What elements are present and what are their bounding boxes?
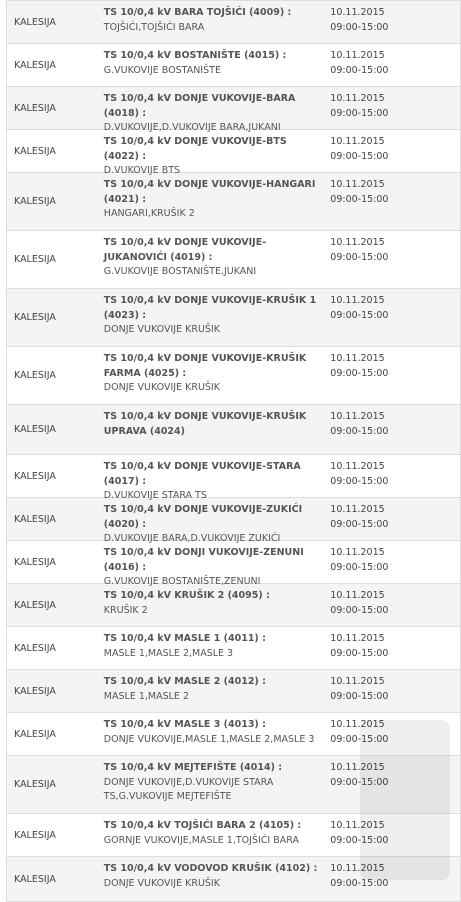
- municipality-cell: KALESIJA: [14, 102, 56, 114]
- station-name: TS 10/0,4 kV DONJE VUKOVIJE-KRUŠIK 1 (4023) :: [103, 295, 317, 321]
- municipality-cell: KALESIJA: [14, 685, 56, 697]
- municipality-cell: KALESIJA: [14, 873, 56, 885]
- station-name: TS 10/0,4 kV DONJE VUKOVIJE-BTS (4022) :: [103, 136, 287, 162]
- station-cell: [99, 713, 324, 755]
- outage-date: 10.11.2015: [330, 179, 385, 190]
- outage-hours: 09:00-15:00: [330, 834, 389, 846]
- affected-areas: MASLE 1,MASLE 2: [103, 690, 189, 702]
- outage-date: 10.11.2015: [330, 590, 385, 601]
- station-name: TS 10/0,4 kV MEJTEFIŠTE (4014) :: [103, 762, 283, 773]
- station-name: TS 10/0,4 kV DONJE VUKOVIJE-KRUŠIK FARMA (4025) :: [103, 353, 307, 379]
- table-row: [7, 756, 461, 814]
- table-row: [7, 44, 461, 87]
- station-cell: [99, 498, 324, 544]
- outage-date: 10.11.2015: [330, 719, 385, 730]
- station-cell: [99, 289, 324, 346]
- table-row: [7, 498, 461, 544]
- affected-areas: HANGARI,KRUŠIK 2: [103, 208, 195, 219]
- affected-areas: DONJE VUKOVIJE,D.VUKOVIJE STARA TS,G.VUKOVIJE MEJTEFIŠTE: [103, 776, 274, 802]
- station-name: TS 10/0,4 kV MASLE 1 (4011) :: [103, 633, 266, 644]
- outage-date: 10.11.2015: [330, 762, 385, 773]
- table-row: [7, 541, 461, 587]
- outage-hours: 09:00-15:00: [330, 776, 389, 788]
- outage-date: 10.11.2015: [330, 136, 385, 147]
- station-name: TS 10/0,4 kV VODOVOD KRUŠIK (4102) :: [103, 863, 318, 874]
- outage-date: 10.11.2015: [330, 353, 385, 364]
- station-cell: [99, 814, 324, 856]
- affected-areas: GORNJE VUKOVIJE,MASLE 1,TOJŠIĆI BARA: [103, 834, 299, 846]
- outage-hours: 09:00-15:00: [330, 425, 389, 437]
- outage-date: 10.11.2015: [330, 411, 385, 422]
- table-row: [7, 857, 461, 902]
- municipality-cell: KALESIJA: [14, 513, 56, 525]
- station-cell: [99, 756, 324, 813]
- station-cell: [99, 173, 324, 230]
- outage-hours: 09:00-15:00: [330, 877, 389, 889]
- station-cell: [99, 455, 324, 501]
- municipality-cell: KALESIJA: [14, 642, 56, 654]
- affected-areas: DONJE VUKOVIJE KRUŠIK: [103, 382, 220, 393]
- station-name: TS 10/0,4 kV DONJE VUKOVIJE-BARA (4018) :: [103, 93, 296, 119]
- time-cell: [323, 130, 460, 172]
- station-name: TS 10/0,4 kV DONJE VUKOVIJE-ZUKIĆI (4020) :: [103, 504, 303, 530]
- affected-areas: D.VUKOVIJE BARA,D.VUKOVIJE ZUKIĆI: [103, 533, 281, 544]
- station-cell: [99, 44, 324, 86]
- time-cell: [323, 1, 460, 43]
- station-cell: [99, 857, 324, 901]
- station-cell: [99, 405, 324, 454]
- table-row: [7, 584, 461, 627]
- time-cell: [323, 347, 460, 404]
- time-cell: [323, 87, 460, 129]
- outage-hours: 09:00-15:00: [330, 690, 389, 702]
- time-cell: [323, 173, 460, 230]
- table-row: [7, 670, 461, 713]
- municipality-cell: KALESIJA: [14, 370, 56, 381]
- outage-hours: 09:00-15:00: [330, 367, 389, 379]
- outage-date: 10.11.2015: [330, 633, 385, 644]
- outage-hours: 09:00-15:00: [330, 107, 389, 119]
- affected-areas: TOJŠIĆI,TOJŠIĆI BARA: [103, 21, 205, 33]
- municipality-cell: KALESIJA: [14, 599, 56, 611]
- time-cell: [323, 231, 460, 288]
- station-name: TS 10/0,4 kV DONJI VUKOVIJE-ZENUNI (4016) :: [103, 547, 304, 573]
- station-name: TS 10/0,4 kV DONJE VUKOVIJE-STARA (4017) :: [103, 461, 301, 487]
- outage-date: 10.11.2015: [330, 50, 385, 61]
- municipality-cell: KALESIJA: [14, 556, 56, 568]
- station-name: TS 10/0,4 kV KRUŠIK 2 (4095) :: [103, 590, 270, 601]
- outage-date: 10.11.2015: [330, 504, 385, 515]
- affected-areas: D.VUKOVIJE,D.VUKOVIJE BARA,JUKANI: [103, 122, 281, 133]
- affected-areas: G.VUKOVIJE BOSTANIŠTE,JUKANI: [103, 266, 257, 277]
- table-row: [7, 627, 461, 670]
- outage-date: 10.11.2015: [330, 863, 385, 874]
- station-cell: [99, 87, 324, 133]
- station-cell: [99, 584, 324, 626]
- municipality-cell: KALESIJA: [14, 145, 56, 157]
- municipality-cell: KALESIJA: [14, 470, 56, 482]
- time-cell: [323, 814, 460, 856]
- municipality-cell: KALESIJA: [14, 312, 56, 323]
- station-cell: [99, 1, 324, 43]
- station-cell: [99, 347, 324, 404]
- municipality-cell: KALESIJA: [14, 779, 56, 790]
- table-row: [7, 814, 461, 857]
- time-cell: [323, 405, 460, 454]
- station-name: TS 10/0,4 kV DONJE VUKOVIJE-HANGARI (4021) :: [103, 179, 316, 205]
- station-cell: [99, 670, 324, 712]
- time-cell: [323, 541, 460, 583]
- municipality-cell: KALESIJA: [14, 424, 56, 435]
- time-cell: [323, 455, 460, 497]
- affected-areas: DONJE VUKOVIJE,MASLE 1,MASLE 2,MASLE 3: [103, 733, 315, 745]
- time-cell: [323, 756, 460, 813]
- outage-hours: 09:00-15:00: [330, 193, 389, 205]
- time-cell: [323, 44, 460, 86]
- affected-areas: KRUŠIK 2: [103, 604, 148, 616]
- affected-areas: D.VUKOVIJE STARA TS: [103, 490, 207, 501]
- outage-date: 10.11.2015: [330, 820, 385, 831]
- station-cell: [99, 130, 324, 176]
- affected-areas: DONJE VUKOVIJE KRUŠIK: [103, 877, 220, 889]
- table-row: [7, 289, 461, 347]
- time-cell: [323, 857, 460, 901]
- station-name: TS 10/0,4 kV TOJŠIĆI BARA 2 (4105) :: [103, 820, 302, 831]
- time-cell: [323, 670, 460, 712]
- outage-hours: 09:00-15:00: [330, 561, 389, 573]
- outage-date: 10.11.2015: [330, 237, 385, 248]
- affected-areas: G.VUKOVIJE BOSTANIŠTE,ZENUNI: [103, 576, 261, 587]
- station-cell: [99, 231, 324, 288]
- outage-hours: 09:00-15:00: [330, 150, 389, 162]
- outage-hours: 09:00-15:00: [330, 647, 389, 659]
- outage-date: 10.11.2015: [330, 461, 385, 472]
- table-row: [7, 405, 461, 455]
- outage-date: 10.11.2015: [330, 93, 385, 104]
- outage-hours: 09:00-15:00: [330, 733, 389, 745]
- time-cell: [323, 289, 460, 346]
- outage-hours: 09:00-15:00: [330, 21, 389, 33]
- outage-date: 10.11.2015: [330, 547, 385, 558]
- outage-date: 10.11.2015: [330, 295, 385, 306]
- affected-areas: G.VUKOVIJE BOSTANIŠTE: [103, 64, 221, 76]
- table-row: [7, 231, 461, 289]
- time-cell: [323, 584, 460, 626]
- table-row: [7, 130, 461, 176]
- time-cell: [323, 713, 460, 755]
- station-name: TS 10/0,4 kV MASLE 2 (4012) :: [103, 676, 266, 687]
- municipality-cell: KALESIJA: [14, 829, 56, 841]
- outage-hours: 09:00-15:00: [330, 251, 389, 263]
- outage-hours: 09:00-15:00: [330, 64, 389, 76]
- outage-schedule-table: [6, 0, 461, 902]
- station-cell: [99, 627, 324, 669]
- outage-date: 10.11.2015: [330, 676, 385, 687]
- outage-date: 10.11.2015: [330, 7, 385, 18]
- time-cell: [323, 498, 460, 540]
- outage-hours: 09:00-15:00: [330, 604, 389, 616]
- table-row: [7, 455, 461, 501]
- outage-hours: 09:00-15:00: [330, 518, 389, 530]
- station-name: TS 10/0,4 kV MASLE 3 (4013) :: [103, 719, 266, 730]
- station-name: TS 10/0,4 kV DONJE VUKOVIJE-KRUŠIK UPRAVA (4024): [103, 411, 307, 437]
- affected-areas: D.VUKOVIJE BTS: [103, 165, 181, 176]
- table-row: [7, 713, 461, 756]
- station-name: TS 10/0,4 kV BARA TOJŠIĆI (4009) :: [103, 7, 292, 18]
- table-row: [7, 347, 461, 405]
- station-name: TS 10/0,4 kV BOSTANIŠTE (4015) :: [103, 50, 287, 61]
- municipality-cell: KALESIJA: [14, 16, 56, 28]
- time-cell: [323, 627, 460, 669]
- affected-areas: DONJE VUKOVIJE KRUŠIK: [103, 324, 220, 335]
- table-row: [7, 173, 461, 231]
- affected-areas: MASLE 1,MASLE 2,MASLE 3: [103, 647, 234, 659]
- table-row: [7, 1, 461, 44]
- municipality-cell: KALESIJA: [14, 254, 56, 265]
- municipality-cell: KALESIJA: [14, 59, 56, 71]
- outage-hours: 09:00-15:00: [330, 309, 389, 321]
- station-cell: [99, 541, 324, 587]
- table-row: [7, 87, 461, 133]
- municipality-cell: KALESIJA: [14, 728, 56, 740]
- municipality-cell: KALESIJA: [14, 196, 56, 207]
- outage-hours: 09:00-15:00: [330, 475, 389, 487]
- station-name: TS 10/0,4 kV DONJE VUKOVIJE-JUKANOVIĆI (4019) :: [103, 237, 267, 263]
